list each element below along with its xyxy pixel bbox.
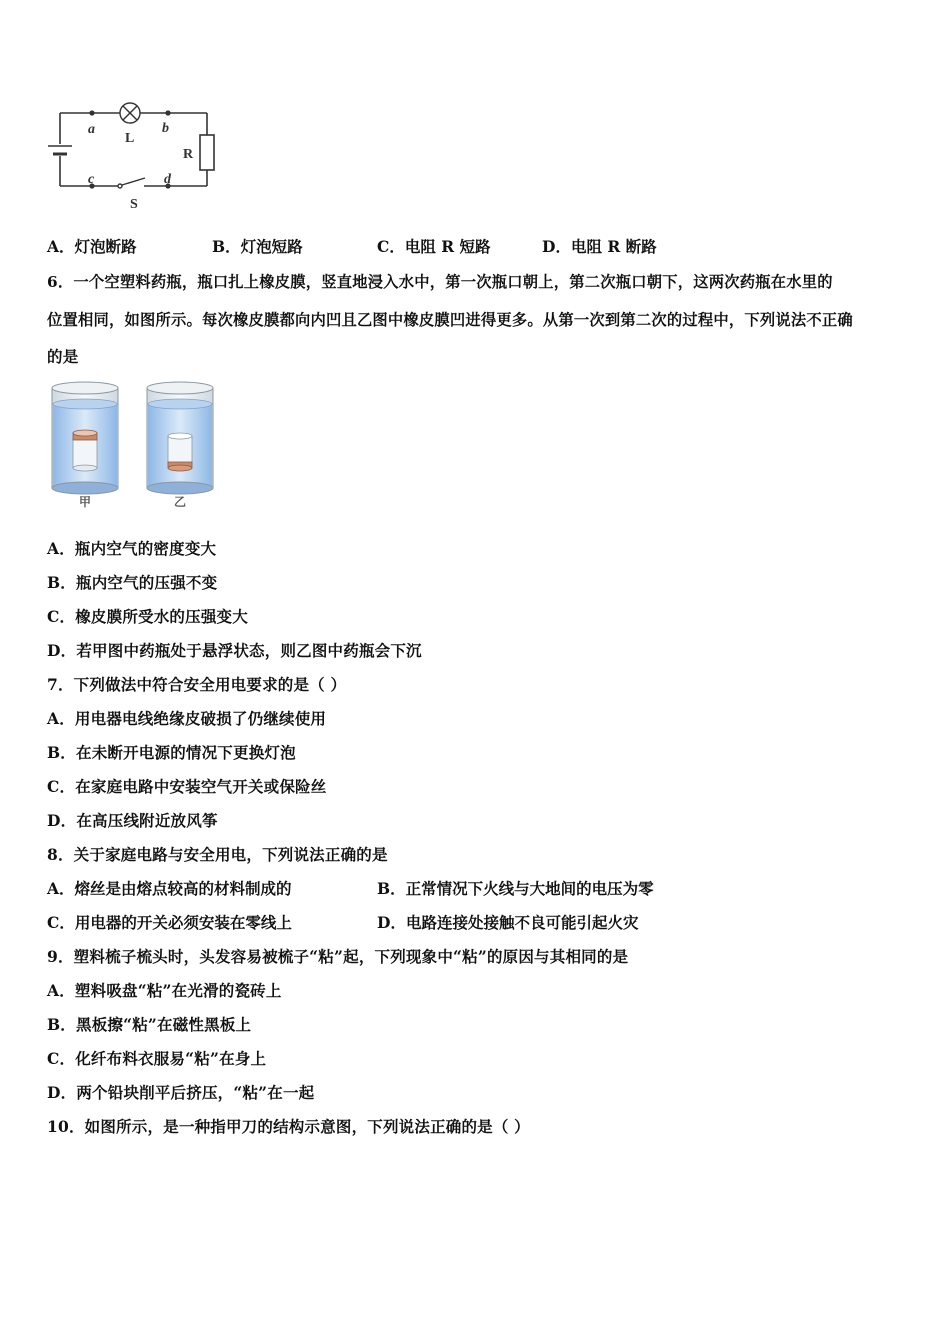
q8-option-c: C．用电器的开关必须安装在零线上: [47, 913, 292, 932]
q6-option-b: B．瓶内空气的压强不变: [47, 573, 218, 592]
q8-option-a: A．熔丝是由熔点较高的材料制成的: [47, 879, 292, 898]
q9-option-c: C．化纤布料衣服易“粘”在身上: [47, 1049, 267, 1068]
q7-option-d: D．在高压线附近放风筝: [47, 811, 218, 830]
beaker-jia: [52, 382, 118, 494]
label-S: S: [130, 197, 138, 212]
q5-option-b: B．灯泡短路: [212, 237, 303, 256]
label-b: b: [162, 121, 169, 136]
q6-option-a: A．瓶内空气的密度变大: [47, 539, 217, 558]
q5-option-a: A．灯泡断路: [47, 237, 137, 256]
q7-stem: 7．下列做法中符合安全用电要求的是（ ）: [47, 675, 347, 694]
resistor-symbol: [200, 135, 214, 170]
q7-option-b: B．在未断开电源的情况下更换灯泡: [47, 743, 296, 762]
bottle-beakers-figure: [46, 378, 226, 514]
q9-option-a: A．塑料吸盘“粘”在光滑的瓷砖上: [47, 981, 282, 1000]
q6-stem-line-2: 位置相同，如图所示。每次橡皮膜都向内凹且乙图中橡皮膜凹进得更多。从第一次到第二次的过程中，下列说法不正确: [47, 311, 853, 329]
label-a: a: [88, 122, 95, 137]
switch-symbol: [118, 178, 145, 188]
beaker-yi: [147, 382, 213, 494]
q8-option-b: B．正常情况下火线与大地间的电压为零: [377, 879, 654, 898]
q9-option-d: D．两个铅块削平后挤压，“粘”在一起: [47, 1083, 315, 1102]
q6-stem-line-3: 的是: [47, 347, 79, 366]
label-L: L: [125, 131, 135, 146]
q9-option-b: B．黑板擦“粘”在磁性黑板上: [47, 1015, 252, 1034]
q9-stem: 9．塑料梳子梳头时，头发容易被梳子“粘”起，下列现象中“粘”的原因与其相同的是: [47, 947, 629, 966]
q7-option-c: C．在家庭电路中安装空气开关或保险丝: [47, 777, 327, 796]
label-jia: 甲: [79, 495, 92, 509]
battery-symbol: [48, 146, 72, 154]
q6-option-d: D．若甲图中药瓶处于悬浮状态，则乙图中药瓶会下沉: [47, 641, 422, 660]
q5-option-d: D．电阻 R 断路: [542, 237, 657, 256]
lamp-symbol: [120, 103, 140, 123]
label-c: c: [88, 172, 95, 187]
q6-option-c: C．橡皮膜所受水的压强变大: [47, 607, 248, 626]
q5-option-c: C．电阻 R 短路: [377, 237, 491, 256]
label-R: R: [183, 147, 194, 162]
label-d: d: [164, 172, 171, 187]
q7-option-a: A．用电器电线绝缘皮破损了仍继续使用: [47, 709, 327, 728]
label-yi: 乙: [174, 495, 187, 509]
circuit-diagram: [40, 98, 220, 216]
q6-stem-line-1: 6．一个空塑料药瓶，瓶口扎上橡皮膜，竖直地浸入水中，第一次瓶口朝上，第二次瓶口朝下，这两次药瓶在水里的: [47, 273, 833, 291]
q10-stem: 10．如图所示，是一种指甲刀的结构示意图，下列说法正确的是（ ）: [47, 1117, 530, 1136]
q8-option-d: D．电路连接处接触不良可能引起火灾: [377, 913, 639, 932]
q8-stem: 8．关于家庭电路与安全用电，下列说法正确的是: [47, 845, 388, 864]
